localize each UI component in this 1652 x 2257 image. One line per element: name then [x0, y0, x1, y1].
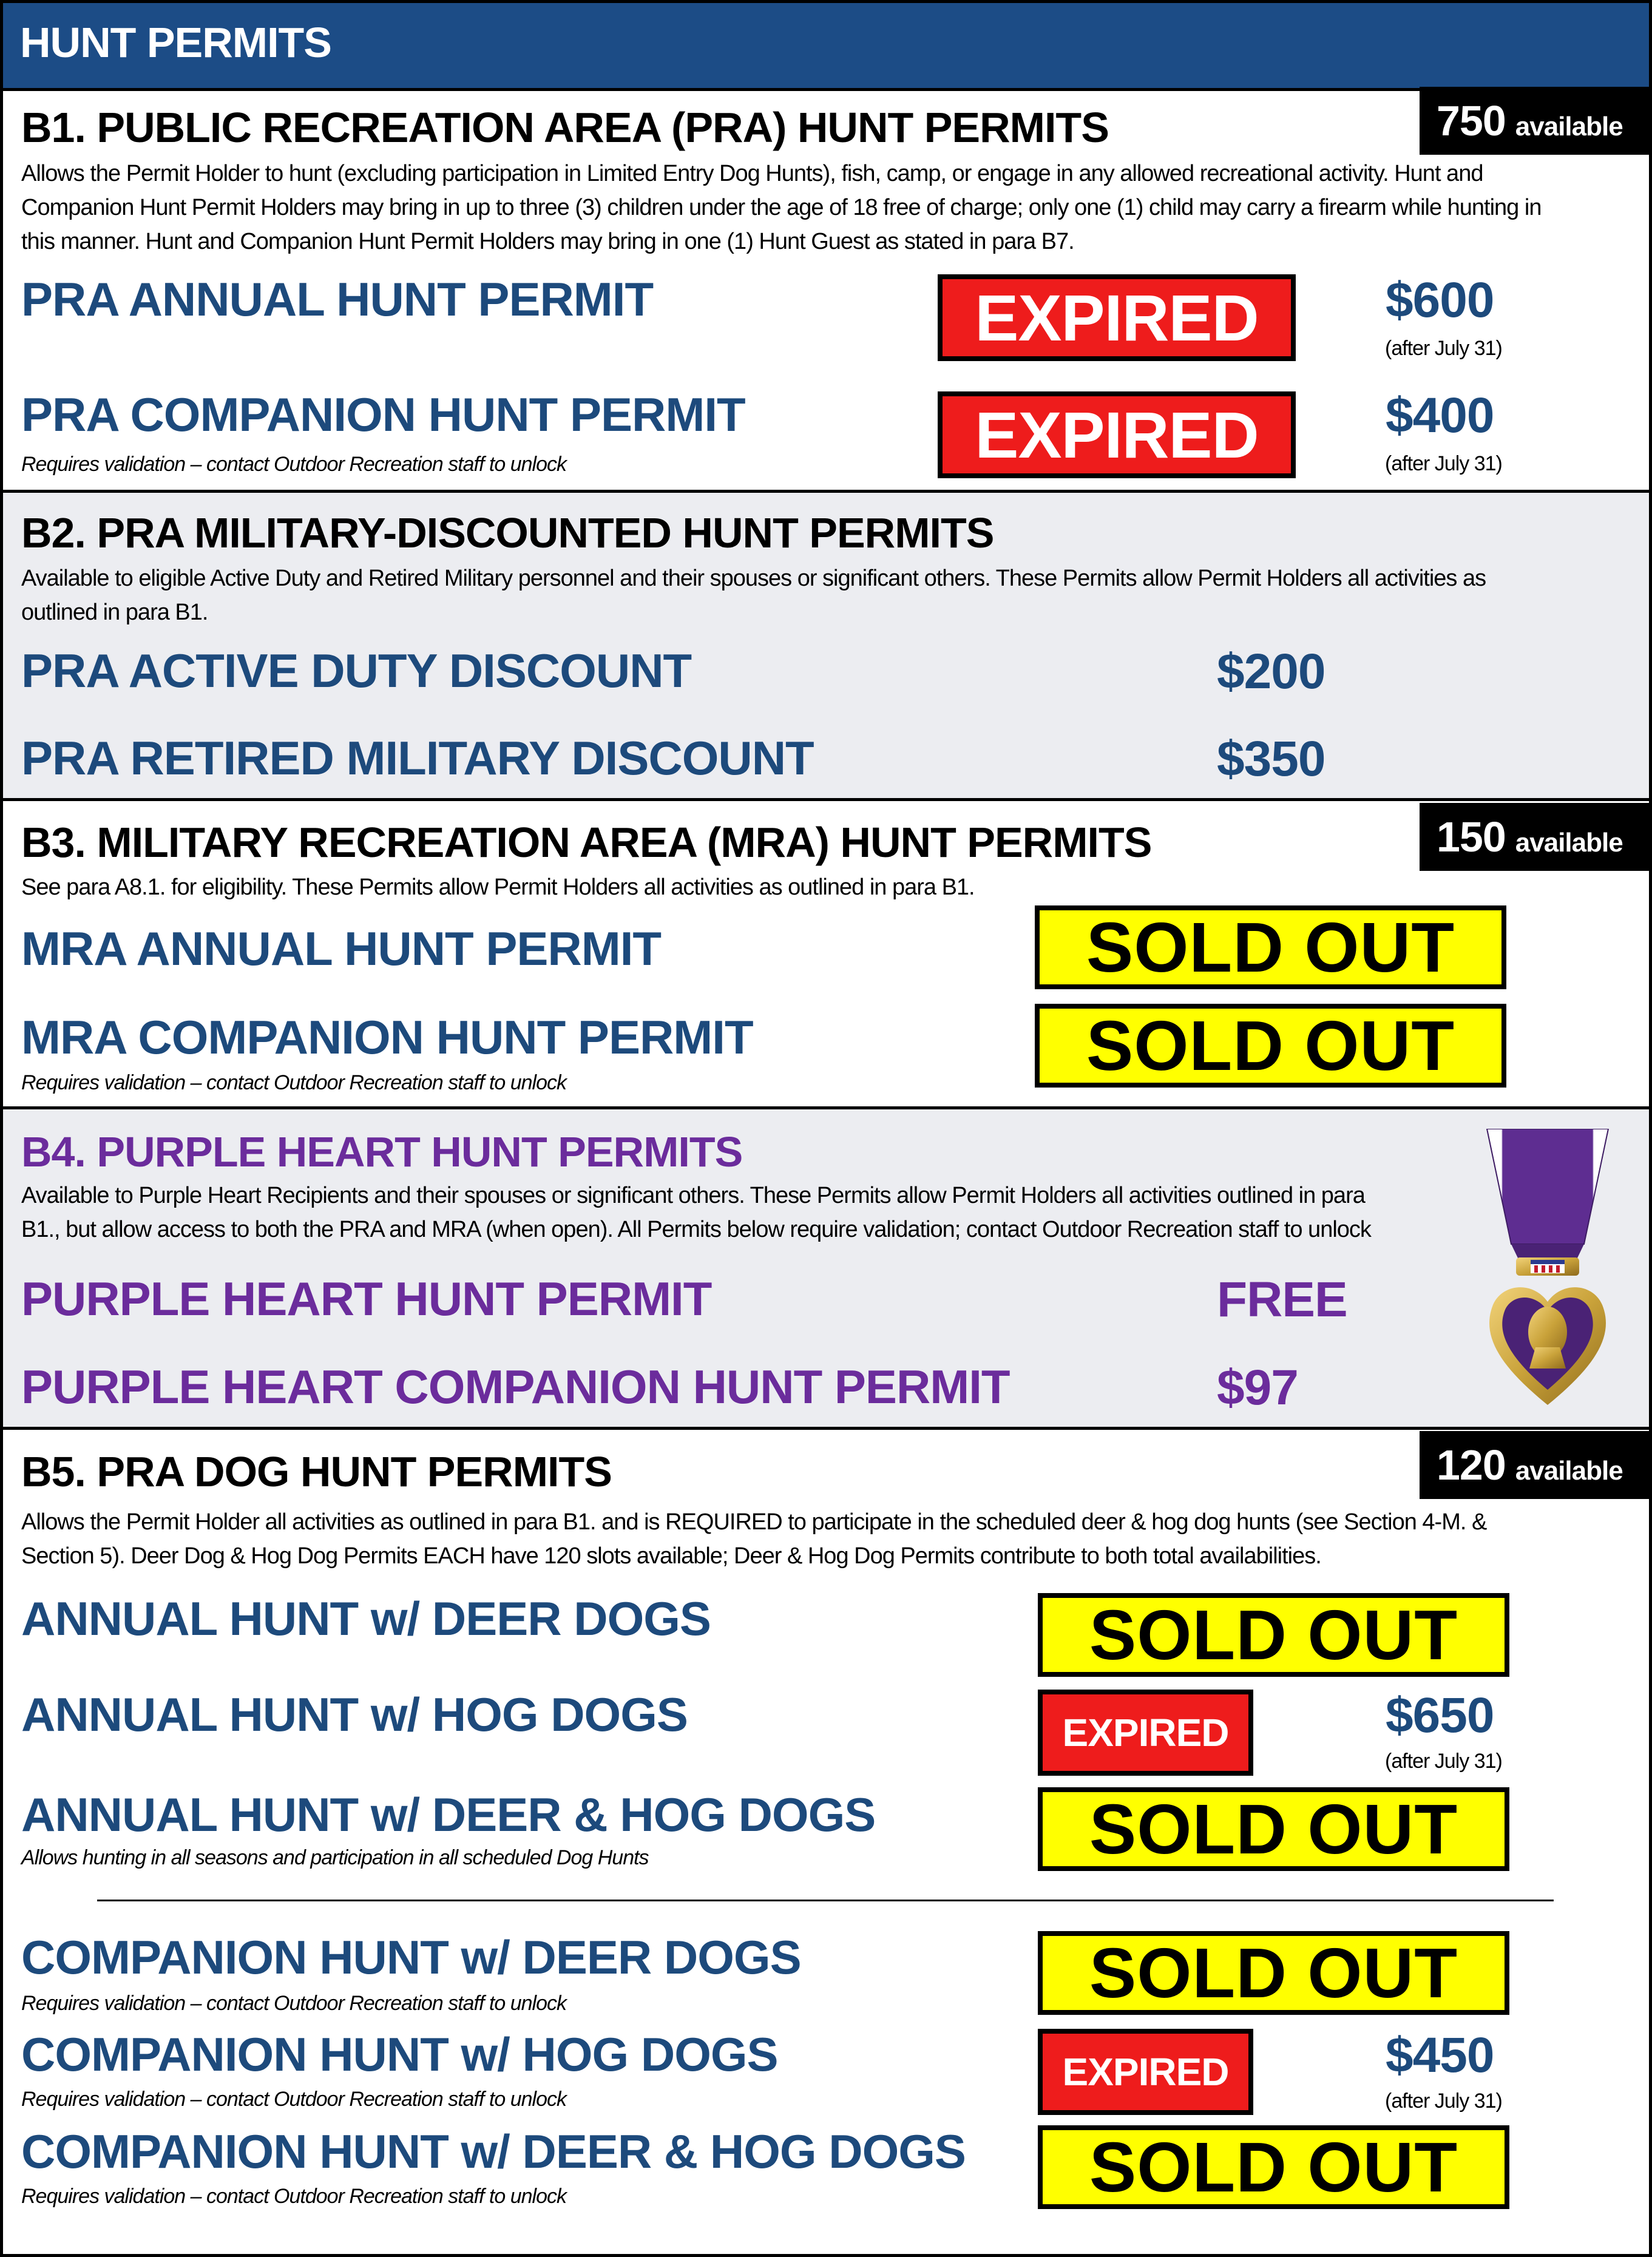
- permit-name[interactable]: PRA RETIRED MILITARY DISCOUNT: [21, 731, 814, 785]
- availability-label: available: [1515, 112, 1623, 141]
- permit-name[interactable]: PURPLE HEART HUNT PERMIT: [21, 1272, 712, 1325]
- description-line: Section 5). Deer Dog & Hog Dog Permits EACH have 120 slots available; Deer & Hog Dog Permits contribute to both total availabilities.: [21, 1543, 1321, 1569]
- section-description-b3: [21, 870, 975, 904]
- section-title-b1: B1. PUBLIC RECREATION AREA (PRA) HUNT PERMITS: [21, 104, 1109, 151]
- description-line: outlined in para B1.: [21, 600, 208, 625]
- permit-note: Requires validation – contact Outdoor Recreation staff to unlock: [21, 1071, 566, 1094]
- sold-out-badge: SOLD OUT: [1035, 905, 1506, 989]
- sold-out-badge: SOLD OUT: [1038, 2125, 1509, 2209]
- description-line: Companion Hunt Permit Holders may bring in up to three (3) children under the age of 18 free of charge; only one (1) child may carry a firearm while hunting in: [21, 195, 1542, 220]
- permit-name[interactable]: ANNUAL HUNT w/ DEER & HOG DOGS: [21, 1788, 876, 1841]
- price-note: (after July 31): [1385, 1750, 1502, 1773]
- permit-price: $350: [1217, 731, 1325, 787]
- availability-badge-b1: [1420, 87, 1652, 155]
- description-line: this manner. Hunt and Companion Hunt Permit Holders may bring in one (1) Hunt Guest as stated in para B7.: [21, 229, 1074, 254]
- price-note: (after July 31): [1385, 337, 1502, 360]
- permit-name[interactable]: MRA COMPANION HUNT PERMIT: [21, 1010, 753, 1064]
- availability-label: available: [1515, 1456, 1623, 1486]
- section-description-b4: [21, 1179, 1371, 1247]
- permit-name[interactable]: COMPANION HUNT w/ DEER DOGS: [21, 1930, 801, 1984]
- expired-badge: EXPIRED: [938, 274, 1296, 361]
- availability-count: 120: [1437, 1441, 1506, 1489]
- permit-note: Requires validation – contact Outdoor Recreation staff to unlock: [21, 2185, 566, 2208]
- availability-count: 150: [1437, 813, 1506, 861]
- permit-note: Requires validation – contact Outdoor Recreation staff to unlock: [21, 453, 566, 476]
- permit-name[interactable]: COMPANION HUNT w/ HOG DOGS: [21, 2028, 778, 2081]
- availability-badge-b3: [1420, 803, 1652, 871]
- permit-price: $600: [1386, 272, 1494, 328]
- expired-badge: EXPIRED: [1038, 2029, 1253, 2115]
- divider: [97, 1900, 1554, 1901]
- permit-price: $650: [1386, 1688, 1494, 1743]
- description-line: See para A8.1. for eligibility. These Permits allow Permit Holders all activities as outlined in para B1.: [21, 875, 975, 900]
- permit-name[interactable]: PRA ANNUAL HUNT PERMIT: [21, 272, 654, 326]
- expired-badge: EXPIRED: [938, 391, 1296, 478]
- permit-note: Requires validation – contact Outdoor Recreation staff to unlock: [21, 1992, 566, 2015]
- permit-note: Requires validation – contact Outdoor Recreation staff to unlock: [21, 2088, 566, 2111]
- section-title-b2: B2. PRA MILITARY-DISCOUNTED HUNT PERMITS: [21, 509, 994, 557]
- section-title-b3: B3. MILITARY RECREATION AREA (MRA) HUNT PERMITS: [21, 819, 1152, 866]
- section-description-b5: [21, 1505, 1486, 1573]
- price-note: (after July 31): [1385, 452, 1502, 475]
- permit-price: $97: [1217, 1360, 1298, 1415]
- availability-badge-b5: [1420, 1431, 1652, 1499]
- expired-badge: EXPIRED: [1038, 1690, 1253, 1776]
- sold-out-badge: SOLD OUT: [1038, 1593, 1509, 1677]
- availability-count: 750: [1437, 97, 1506, 144]
- permit-name[interactable]: ANNUAL HUNT w/ HOG DOGS: [21, 1688, 688, 1741]
- description-line: Available to Purple Heart Recipients and their spouses or significant others. These Permits allow Permit Holders all activities outlined in para: [21, 1183, 1365, 1208]
- description-line: B1., but allow access to both the PRA and MRA (when open). All Permits below require validation; contact Outdoor Recreation staff to unlock: [21, 1217, 1371, 1242]
- permit-name[interactable]: MRA ANNUAL HUNT PERMIT: [21, 922, 662, 975]
- section-title-b4: B4. PURPLE HEART HUNT PERMITS: [21, 1128, 743, 1176]
- permit-price: $200: [1217, 644, 1325, 699]
- sold-out-badge: SOLD OUT: [1038, 1931, 1509, 2015]
- purple-heart-medal-icon: [1475, 1129, 1620, 1414]
- page-title: HUNT PERMITS: [20, 19, 331, 66]
- description-line: Allows the Permit Holder all activities as outlined in para B1. and is REQUIRED to participate in the scheduled deer & hog dog hunts (see Section 4-M. &: [21, 1509, 1487, 1535]
- availability-label: available: [1515, 828, 1623, 858]
- permit-price: FREE: [1217, 1272, 1347, 1327]
- section-description-b1: [21, 157, 1541, 259]
- permit-name[interactable]: COMPANION HUNT w/ DEER & HOG DOGS: [21, 2125, 966, 2178]
- description-line: Allows the Permit Holder to hunt (excluding participation in Limited Entry Dog Hunts), fish, camp, or engage in any allowed recreational activity. Hunt and: [21, 161, 1483, 186]
- permit-note: Allows hunting in all seasons and participation in all scheduled Dog Hunts: [21, 1846, 649, 1869]
- section-title-b5: B5. PRA DOG HUNT PERMITS: [21, 1448, 612, 1495]
- permit-name[interactable]: ANNUAL HUNT w/ DEER DOGS: [21, 1592, 711, 1645]
- sold-out-badge: SOLD OUT: [1038, 1787, 1509, 1871]
- sold-out-badge: SOLD OUT: [1035, 1004, 1506, 1088]
- permit-price: $400: [1386, 388, 1494, 443]
- permit-name[interactable]: PURPLE HEART COMPANION HUNT PERMIT: [21, 1360, 1010, 1413]
- permit-price: $450: [1386, 2028, 1494, 2083]
- section-description-b2: [21, 561, 1486, 629]
- description-line: Available to eligible Active Duty and Retired Military personnel and their spouses or significant others. These Permits allow Permit Holders all activities as: [21, 566, 1486, 591]
- price-note: (after July 31): [1385, 2090, 1502, 2113]
- permit-name[interactable]: PRA ACTIVE DUTY DISCOUNT: [21, 644, 692, 697]
- permit-name[interactable]: PRA COMPANION HUNT PERMIT: [21, 388, 745, 441]
